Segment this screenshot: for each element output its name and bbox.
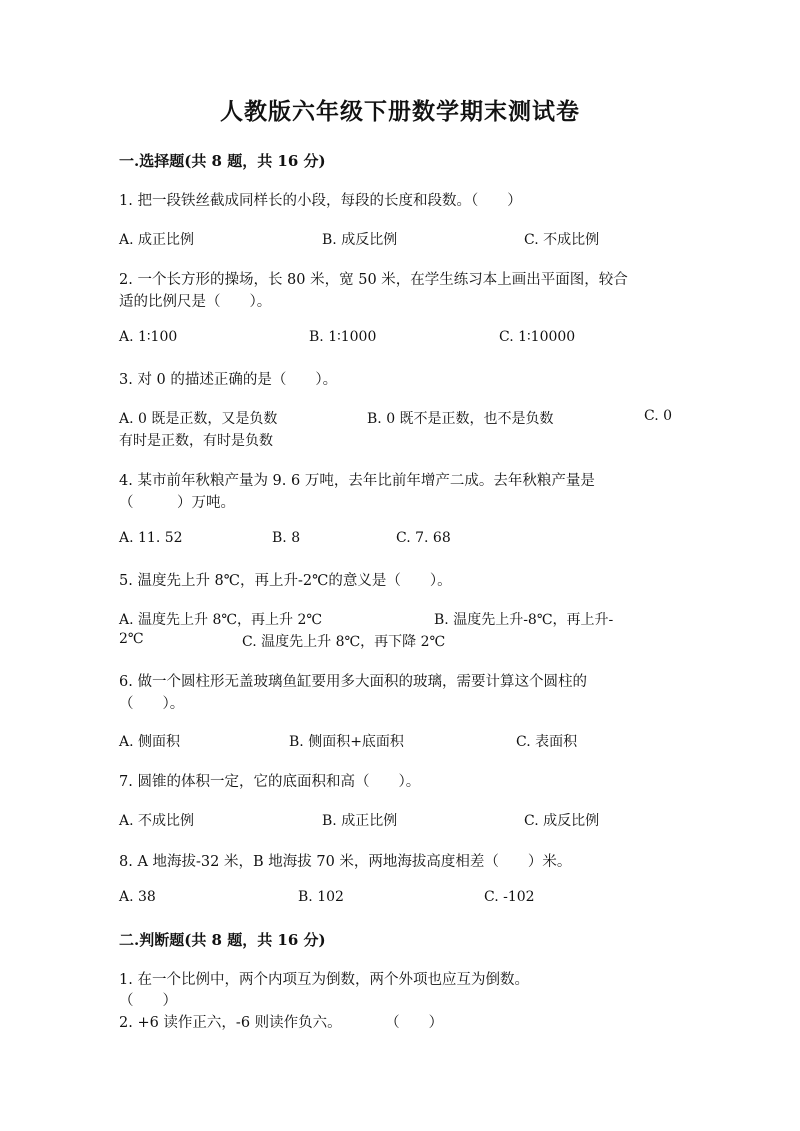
option-a: A. 不成比例	[119, 813, 195, 829]
question-text: 3. 对 0 的描述正确的是（ ）。	[119, 372, 338, 388]
option-c: C. 成反比例	[524, 813, 600, 829]
option-b: B. 成反比例	[322, 232, 398, 248]
option-c: C. 表面积	[516, 734, 578, 750]
section-heading: 二.判断题(共 8 题，共 16 分)	[119, 931, 326, 949]
question-text: 4. 某市前年秋粮产量为 9. 6 万吨，去年比前年增产二成。去年秋粮产量是	[119, 473, 595, 489]
option-b: B. 成正比例	[322, 813, 398, 829]
option-c: C. 0	[644, 408, 673, 424]
question-text: 2. +6 读作正六，-6 则读作负六。 （ ）	[119, 1015, 444, 1031]
question-text: 1. 在一个比例中，两个内项互为倒数，两个外项也应互为倒数。	[119, 972, 529, 988]
option-b: B. 1∶1000	[309, 329, 377, 345]
page-title: 人教版六年级下册数学期末测试卷	[220, 98, 580, 125]
question-text: 6. 做一个圆柱形无盖玻璃鱼缸要用多大面积的玻璃，需要计算这个圆柱的	[119, 674, 587, 690]
option-a: A. 成正比例	[119, 232, 195, 248]
option-c: C. 1∶10000	[499, 329, 576, 345]
question-text: （ ）万吨。	[119, 495, 235, 511]
answer-parentheses: （ ）	[119, 993, 177, 1009]
question-text: 8. A 地海拔-32 米，B 地海拔 70 米，两地海拔高度相差（ ）米。	[119, 854, 572, 870]
question-text: （ ）。	[119, 696, 185, 712]
option-a: A. 1∶100	[119, 329, 178, 345]
question-text: 1. 把一段铁丝截成同样长的小段，每段的长度和段数。（ ）	[119, 193, 522, 209]
option-c-continued: 有时是正数，有时是负数	[119, 433, 273, 449]
option-b: B. 侧面积+底面积	[289, 734, 404, 750]
option-b: B. 8	[272, 530, 301, 546]
option-a: A. 11. 52	[119, 530, 183, 546]
option-b: B. 温度先上升-8℃，再上升-	[434, 612, 614, 628]
option-b: B. 102	[298, 889, 344, 905]
option-a: A. 侧面积	[119, 734, 181, 750]
option-a: A. 38	[119, 889, 156, 905]
question-text: 5. 温度先上升 8℃，再上升-2℃的意义是（ ）。	[119, 573, 452, 589]
option-c: C. 7. 68	[396, 530, 451, 546]
question-text: 2. 一个长方形的操场，长 80 米，宽 50 米，在学生练习本上画出平面图，较合	[119, 272, 628, 288]
option-c: C. -102	[484, 889, 535, 905]
option-b-continued: 2℃	[119, 631, 144, 647]
option-c: C. 温度先上升 8℃，再下降 2℃	[242, 634, 446, 650]
option-a: A. 温度先上升 8℃，再上升 2℃	[119, 612, 323, 628]
question-text: 适的比例尺是（ ）。	[119, 294, 272, 310]
option-b: B. 0 既不是正数，也不是负数	[367, 411, 554, 427]
section-heading: 一.选择题(共 8 题，共 16 分)	[119, 152, 326, 170]
option-a: A. 0 既是正数，又是负数	[119, 411, 278, 427]
option-c: C. 不成比例	[524, 232, 600, 248]
question-text: 7. 圆锥的体积一定，它的底面积和高（ ）。	[119, 774, 421, 790]
